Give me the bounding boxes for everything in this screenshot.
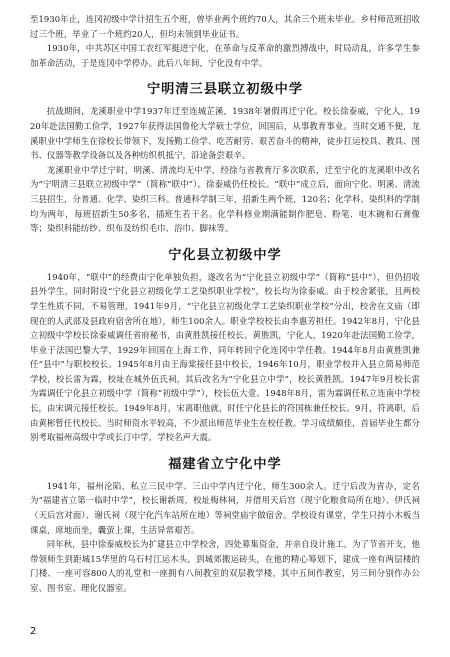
section-heading: 福建省立宁化中学 [168, 456, 282, 472]
paragraph: 至1930年止，连冈初级中学计招生五个班，曾毕业两个班约70人，其余三个班未毕业。乡村师范班招收过三个班，毕业了一个班约20人，但均未领到毕业证书。 [30, 14, 420, 39]
paragraph: 1930年，中共苏区中国工农红军挺进宁化，在革命与反革命的激烈搏战中，时局动乱，许多学生参加革命活动，于是连冈中学停办。此后八年间，宁化没有中学。 [30, 43, 420, 68]
section-heading: 宁明清三县联立初级中学 [146, 82, 304, 98]
section-heading: 宁化县立初级中学 [168, 247, 282, 263]
section-county-school [30, 244, 420, 445]
page-number: 2 [30, 626, 37, 637]
paragraph: 抗战期间，龙溪职业中学1937年迁至连城芷溪，1938年暑假再迁宁化。校长徐泰威，宁化人，1920年赴法国勤工俭学，1927年获得法国鲁伦大学硕士学位，回国后，从事教育事业。当时交通不便，龙溪职业中学师生在徐校长带领下，发扬勤工俭学、吃苦耐劳、艰苦奋斗的精神，徒步扛运校具、教具、图书、仪器等教学设备以及各种纺织机抵宁，沿途备尝艰辛。 [30, 106, 420, 161]
paragraph: 1941年，福州沦陷，私立三民中学、三山中学内迁宁化，师生300余人。迁宁后改为省办，定名为“福建省立第一临时中学”，校长谢新周，校址梅林祠，并借用天后宫（现宁化粮食局所在地）、伊氏祠（天后宫对面）、谢氏祠（现宁化汽车站所在地）等祠堂庙宇做宿舍。学校设有课堂，学生只持小木板当课桌，席地而坐，囊萤上课，生活异常艰苦。 [30, 480, 420, 535]
paragraph: 龙溪职业中学迁宁时，明溪、清流均无中学，经徐与省教育厅多次联系，迁至宁化的龙溪职中改名为“宁明清三县联立初级中学”（简称“联中”）。徐泰威仍任校长。“联中”成立后，面向宁化、明溪、清流三县招生，分普通、化学、染织三科。普通科学制三年，招新生两个班，120名；化学科、染织科的学制均为两年，每班招新生50多名，插班生若干名。化学科修业期满能制作肥皂、粉笔、电木碗和石膏像等；染织科能纺纱、织布及纺织毛巾、浴巾、脚袜等。 [30, 164, 420, 234]
paragraph: 1940年，“联中”的经费由宁化单独负担，遂改名为“宁化县立初级中学”（简称“县中”），但仍招收县外学生，同时附设“宁化县立初级化学工艺染织职业学校”，校长均为徐泰威。由于校舍紧张，且两校学生性质不同，不易管理，1941年9月，“宁化县立初级化学工艺染织职业学校”分出，校舍在文庙（即现在的人武部及县政府宿舍所在地），师生100余人。职业学校校长由李惠芳担任。1942年8月，宁化县立初级中学校长徐泰威调任省府秘书，由黄胜凯接任校长。黄胜凯，宁化人，1920年赴法国勤工俭学，毕业于法国巴黎大学，1929年回国在上海工作，同年转回宁化连冈中学任教。1944年8月由黄胜凯兼任“县中”与职校校长。1945年8月由王海棠接任县中校长，1946年10月，职业学校并入县立简易师范学校，校长雷为霖，校址在城外伍氏祠，其后改名为“宁化县立中学”，校长黄胜凯。1947年9月校长雷为霖调任宁化县立初级中学（简称“初级中学”），校长伍大壹。1948年8月，雷为霖调任私立连南中学校长，由宋调元接任校长。1949年8月，宋离职他就，时任宁化县长的符国栋兼任校长。9月，符离职，后由黄彬暂任代校长。当时师资水平较高，不少派出师范毕业生在校任教。学习成绩颇佳，首届毕业生都分别考取福州高级中学或长汀中学，学校名声大震。 [30, 271, 420, 443]
paragraph: 同年秋，县中徐泰威校长为扩建县立中学校舍，四处募集资金，并亲自设计施工。为了节省开支，他带领师生到距城15华里的乌石村江运木头，到城郊搬运砖头，在他的精心筹划下，建成一座有两层楼的门楼、一座可容800人的礼堂和一座拥有八间教室的双层教学楼，其中五间作教室，另三间分别作办公室、图书室、理化仪器室。 [30, 539, 420, 593]
section-united-school [30, 78, 420, 235]
section-provincial-school [30, 453, 420, 596]
section-intro [30, 12, 420, 70]
